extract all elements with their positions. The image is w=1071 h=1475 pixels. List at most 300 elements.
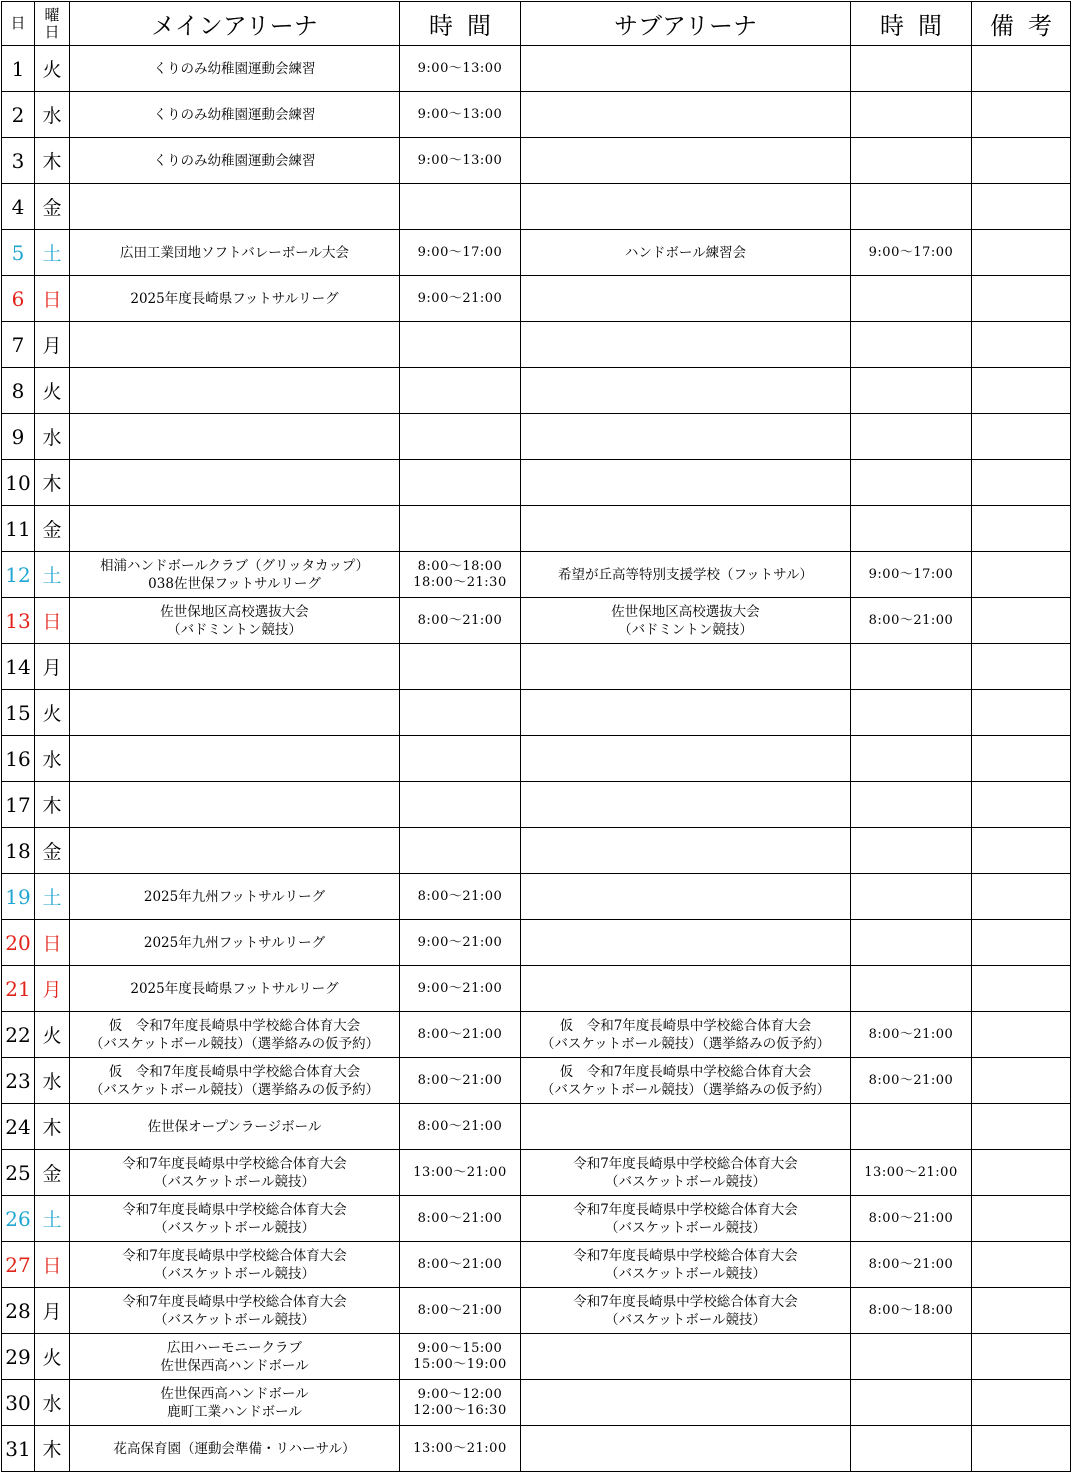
sub-arena-event (521, 276, 851, 322)
schedule-row (2, 1380, 1071, 1426)
day-number: 22 (2, 1012, 35, 1058)
main-arena-event (70, 138, 400, 184)
notes-cell (972, 782, 1071, 828)
main-arena-time (400, 598, 521, 644)
main-arena-time-line: 8:00～21:00 (417, 1072, 503, 1088)
sub-arena-time (851, 1150, 972, 1196)
main-arena-time-line: 8:00～21:00 (417, 1210, 503, 1226)
weekday: 金 (35, 184, 70, 230)
notes-cell (972, 368, 1071, 414)
main-arena-event (70, 1058, 400, 1104)
main-arena-event-line: 令和7年度長崎県中学校総合体育大会 (122, 1155, 347, 1172)
main-arena-time-line: 8:00～21:00 (417, 1256, 503, 1272)
sub-arena-time (851, 966, 972, 1012)
main-arena-event (70, 1196, 400, 1242)
day-number: 27 (2, 1242, 35, 1288)
weekday: 金 (35, 506, 70, 552)
day-number: 2 (2, 92, 35, 138)
day-number: 18 (2, 828, 35, 874)
notes-cell (972, 138, 1071, 184)
day-number: 17 (2, 782, 35, 828)
sub-arena-event (521, 1012, 851, 1058)
sub-arena-event-line: （バスケットボール競技）（選挙絡みの仮予約） (540, 1035, 831, 1052)
sub-arena-time (851, 1058, 972, 1104)
sub-arena-event (521, 782, 851, 828)
sub-arena-event (521, 690, 851, 736)
schedule-row (2, 1334, 1071, 1380)
sub-arena-time (851, 874, 972, 920)
schedule-row (2, 46, 1071, 92)
main-arena-event-line: 2025年度長崎県フットサルリーグ (130, 980, 339, 997)
header-sub-arena: サブアリーナ (521, 2, 851, 46)
header-time-sub: 時間 (851, 2, 972, 46)
schedule-row (2, 1242, 1071, 1288)
notes-cell (972, 1380, 1071, 1426)
main-arena-event (70, 1104, 400, 1150)
sub-arena-time (851, 644, 972, 690)
sub-arena-time (851, 1380, 972, 1426)
schedule-row (2, 552, 1071, 598)
sub-arena-time-line: 9:00～17:00 (868, 244, 954, 260)
notes-cell (972, 230, 1071, 276)
main-arena-event (70, 874, 400, 920)
sub-arena-event (521, 1288, 851, 1334)
weekday: 木 (35, 1426, 70, 1472)
main-arena-event (70, 46, 400, 92)
sub-arena-event-line: （バスケットボール競技） (604, 1219, 767, 1236)
sub-arena-event (521, 138, 851, 184)
main-arena-time (400, 1104, 521, 1150)
weekday: 水 (35, 414, 70, 460)
sub-arena-event (521, 368, 851, 414)
day-number: 9 (2, 414, 35, 460)
schedule-row (2, 230, 1071, 276)
notes-cell (972, 1288, 1071, 1334)
main-arena-time (400, 1426, 521, 1472)
main-arena-event (70, 736, 400, 782)
main-arena-event (70, 1242, 400, 1288)
main-arena-event-line: 令和7年度長崎県中学校総合体育大会 (122, 1247, 347, 1264)
main-arena-time-line: 9:00～13:00 (417, 152, 503, 168)
main-arena-event-line: 2025年度長崎県フットサルリーグ (130, 290, 339, 307)
weekday: 月 (35, 1288, 70, 1334)
sub-arena-event (521, 966, 851, 1012)
weekday: 金 (35, 1150, 70, 1196)
day-number: 6 (2, 276, 35, 322)
main-arena-time (400, 920, 521, 966)
schedule-body (2, 46, 1071, 1472)
main-arena-event-line: 佐世保西高ハンドボール (160, 1385, 309, 1402)
schedule-row (2, 1058, 1071, 1104)
weekday: 水 (35, 736, 70, 782)
sub-arena-time (851, 1104, 972, 1150)
weekday: 木 (35, 1104, 70, 1150)
sub-arena-time (851, 506, 972, 552)
main-arena-event (70, 644, 400, 690)
sub-arena-time (851, 414, 972, 460)
sub-arena-time (851, 690, 972, 736)
schedule-row (2, 782, 1071, 828)
main-arena-event-line: 鹿町工業ハンドボール (167, 1403, 302, 1420)
schedule-row (2, 736, 1071, 782)
sub-arena-event-line: ハンドボール練習会 (624, 244, 747, 261)
sub-arena-event (521, 828, 851, 874)
day-number: 19 (2, 874, 35, 920)
weekday: 水 (35, 92, 70, 138)
sub-arena-time (851, 184, 972, 230)
main-arena-event-line: 相浦ハンドボールクラブ（グリッタカップ） (100, 557, 369, 574)
sub-arena-event (521, 460, 851, 506)
sub-arena-event (521, 184, 851, 230)
day-number: 16 (2, 736, 35, 782)
day-number: 21 (2, 966, 35, 1012)
schedule-row (2, 644, 1071, 690)
day-number: 25 (2, 1150, 35, 1196)
sub-arena-event (521, 1242, 851, 1288)
sub-arena-time (851, 1426, 972, 1472)
sub-arena-time-line: 8:00～21:00 (868, 1072, 954, 1088)
weekday: 火 (35, 690, 70, 736)
notes-cell (972, 322, 1071, 368)
day-number: 8 (2, 368, 35, 414)
schedule-row (2, 1288, 1071, 1334)
main-arena-event-line: 広田ハーモニークラブ (167, 1339, 302, 1356)
day-number: 5 (2, 230, 35, 276)
main-arena-event-line: （バスケットボール競技）（選挙絡みの仮予約） (89, 1035, 380, 1052)
weekday: 日 (35, 276, 70, 322)
sub-arena-event (521, 92, 851, 138)
weekday: 土 (35, 874, 70, 920)
notes-cell (972, 1196, 1071, 1242)
main-arena-event (70, 276, 400, 322)
day-number: 29 (2, 1334, 35, 1380)
weekday: 土 (35, 552, 70, 598)
schedule-row (2, 1104, 1071, 1150)
weekday: 木 (35, 782, 70, 828)
main-arena-time-line: 8:00～18:00 (417, 558, 503, 574)
day-number: 13 (2, 598, 35, 644)
schedule-row (2, 1150, 1071, 1196)
main-arena-event-line: 佐世保地区高校選抜大会 (160, 603, 309, 620)
main-arena-time (400, 414, 521, 460)
main-arena-event (70, 552, 400, 598)
day-number: 4 (2, 184, 35, 230)
sub-arena-event (521, 1150, 851, 1196)
weekday: 火 (35, 1334, 70, 1380)
main-arena-time-line: 8:00～21:00 (417, 1118, 503, 1134)
notes-cell (972, 506, 1071, 552)
main-arena-event-line: 仮 令和7年度長崎県中学校総合体育大会 (108, 1063, 361, 1080)
main-arena-time (400, 1334, 521, 1380)
sub-arena-time (851, 92, 972, 138)
main-arena-event (70, 920, 400, 966)
main-arena-time-line: 9:00～21:00 (417, 934, 503, 950)
schedule-row (2, 92, 1071, 138)
notes-cell (972, 1104, 1071, 1150)
sub-arena-time (851, 138, 972, 184)
main-arena-time-line: 12:00～16:30 (413, 1402, 507, 1418)
schedule-row (2, 368, 1071, 414)
schedule-row (2, 1012, 1071, 1058)
sub-arena-time (851, 920, 972, 966)
main-arena-time-line: 13:00～21:00 (413, 1164, 507, 1180)
sub-arena-time (851, 46, 972, 92)
main-arena-time (400, 460, 521, 506)
weekday: 日 (35, 598, 70, 644)
schedule-row (2, 322, 1071, 368)
main-arena-time (400, 1380, 521, 1426)
main-arena-event-line: 花高保育園（運動会準備・リハーサル） (113, 1440, 356, 1457)
main-arena-event-line: くりのみ幼稚園運動会練習 (153, 106, 316, 123)
schedule-row (2, 1426, 1071, 1472)
sub-arena-event-line: （バスケットボール競技） (604, 1311, 767, 1328)
weekday: 火 (35, 1012, 70, 1058)
main-arena-event (70, 966, 400, 1012)
schedule-row (2, 920, 1071, 966)
sub-arena-event (521, 736, 851, 782)
notes-cell (972, 920, 1071, 966)
day-number: 3 (2, 138, 35, 184)
sub-arena-time (851, 460, 972, 506)
sub-arena-event (521, 1058, 851, 1104)
main-arena-time (400, 1058, 521, 1104)
notes-cell (972, 92, 1071, 138)
notes-cell (972, 46, 1071, 92)
day-number: 11 (2, 506, 35, 552)
schedule-row (2, 414, 1071, 460)
header-weekday-line-2: 日 (44, 22, 60, 41)
weekday: 日 (35, 920, 70, 966)
notes-cell (972, 552, 1071, 598)
notes-cell (972, 414, 1071, 460)
main-arena-time-line: 9:00～13:00 (417, 60, 503, 76)
main-arena-time (400, 1242, 521, 1288)
sub-arena-event (521, 1426, 851, 1472)
main-arena-time (400, 1196, 521, 1242)
sub-arena-time (851, 828, 972, 874)
main-arena-time-line: 15:00～19:00 (413, 1356, 507, 1372)
notes-cell (972, 1242, 1071, 1288)
main-arena-event (70, 690, 400, 736)
main-arena-time (400, 874, 521, 920)
sub-arena-time (851, 552, 972, 598)
main-arena-time-line: 9:00～12:00 (417, 1386, 503, 1402)
weekday: 金 (35, 828, 70, 874)
main-arena-event (70, 1150, 400, 1196)
main-arena-time-line: 8:00～21:00 (417, 888, 503, 904)
main-arena-time (400, 92, 521, 138)
sub-arena-event-line: 令和7年度長崎県中学校総合体育大会 (573, 1155, 798, 1172)
main-arena-time-line: 9:00～15:00 (417, 1340, 503, 1356)
sub-arena-event-line: 佐世保地区高校選抜大会 (611, 603, 760, 620)
sub-arena-time (851, 276, 972, 322)
day-number: 10 (2, 460, 35, 506)
weekday: 月 (35, 322, 70, 368)
sub-arena-time-line: 8:00～21:00 (868, 1256, 954, 1272)
sub-arena-time-line: 8:00～18:00 (868, 1302, 954, 1318)
day-number: 15 (2, 690, 35, 736)
sub-arena-time (851, 736, 972, 782)
sub-arena-time (851, 782, 972, 828)
schedule-row (2, 598, 1071, 644)
sub-arena-event-line: 令和7年度長崎県中学校総合体育大会 (573, 1201, 798, 1218)
main-arena-time (400, 276, 521, 322)
weekday: 水 (35, 1380, 70, 1426)
day-number: 26 (2, 1196, 35, 1242)
sub-arena-time (851, 230, 972, 276)
schedule-row (2, 460, 1071, 506)
sub-arena-event (521, 552, 851, 598)
weekday: 土 (35, 230, 70, 276)
main-arena-time (400, 368, 521, 414)
sub-arena-time (851, 1288, 972, 1334)
day-number: 30 (2, 1380, 35, 1426)
main-arena-event-line: （バドミントン競技） (167, 621, 302, 638)
day-number: 1 (2, 46, 35, 92)
main-arena-event-line: くりのみ幼稚園運動会練習 (153, 152, 316, 169)
schedule-row (2, 506, 1071, 552)
header-notes: 備考 (972, 2, 1071, 46)
sub-arena-event-line: 令和7年度長崎県中学校総合体育大会 (573, 1247, 798, 1264)
sub-arena-time-line: 9:00～17:00 (868, 566, 954, 582)
main-arena-time (400, 1288, 521, 1334)
weekday: 火 (35, 368, 70, 414)
notes-cell (972, 690, 1071, 736)
sub-arena-time-line: 8:00～21:00 (868, 612, 954, 628)
schedule-row (2, 1196, 1071, 1242)
sub-arena-event-line: 令和7年度長崎県中学校総合体育大会 (573, 1293, 798, 1310)
weekday: 木 (35, 460, 70, 506)
main-arena-time (400, 644, 521, 690)
main-arena-time-line: 9:00～21:00 (417, 980, 503, 996)
sub-arena-time (851, 322, 972, 368)
header-day: 日 (2, 2, 35, 46)
main-arena-event-line: 令和7年度長崎県中学校総合体育大会 (122, 1201, 347, 1218)
main-arena-time (400, 552, 521, 598)
main-arena-event-line: （バスケットボール競技）（選挙絡みの仮予約） (89, 1081, 380, 1098)
main-arena-event (70, 230, 400, 276)
main-arena-event (70, 828, 400, 874)
sub-arena-event (521, 1104, 851, 1150)
main-arena-time-line: 13:00～21:00 (413, 1440, 507, 1456)
sub-arena-time-line: 8:00～21:00 (868, 1210, 954, 1226)
main-arena-event (70, 598, 400, 644)
notes-cell (972, 276, 1071, 322)
main-arena-time (400, 966, 521, 1012)
schedule-row (2, 966, 1071, 1012)
main-arena-event (70, 322, 400, 368)
notes-cell (972, 828, 1071, 874)
main-arena-event-line: （バスケットボール競技） (153, 1173, 316, 1190)
main-arena-time-line: 9:00～21:00 (417, 290, 503, 306)
schedule-row (2, 276, 1071, 322)
main-arena-event-line: 仮 令和7年度長崎県中学校総合体育大会 (108, 1017, 361, 1034)
main-arena-event-line: 佐世保西高ハンドボール (160, 1357, 309, 1374)
notes-cell (972, 644, 1071, 690)
main-arena-event (70, 782, 400, 828)
main-arena-event (70, 92, 400, 138)
sub-arena-time (851, 598, 972, 644)
main-arena-time (400, 1012, 521, 1058)
weekday: 土 (35, 1196, 70, 1242)
sub-arena-time (851, 1334, 972, 1380)
main-arena-time-line: 8:00～21:00 (417, 1302, 503, 1318)
main-arena-event (70, 1012, 400, 1058)
header-row (2, 2, 1071, 46)
sub-arena-event (521, 46, 851, 92)
main-arena-event-line: くりのみ幼稚園運動会練習 (153, 60, 316, 77)
main-arena-time (400, 46, 521, 92)
sub-arena-event-line: （バスケットボール競技）（選挙絡みの仮予約） (540, 1081, 831, 1098)
sub-arena-event-line: （バドミントン競技） (618, 621, 753, 638)
notes-cell (972, 184, 1071, 230)
day-number: 28 (2, 1288, 35, 1334)
schedule-row (2, 184, 1071, 230)
schedule-table (1, 1, 1071, 1472)
sub-arena-event (521, 506, 851, 552)
weekday: 火 (35, 46, 70, 92)
main-arena-event-line: 2025年九州フットサルリーグ (143, 934, 326, 951)
header-weekday (35, 2, 70, 46)
sub-arena-event-line: （バスケットボール競技） (604, 1265, 767, 1282)
weekday: 日 (35, 1242, 70, 1288)
main-arena-event-line: 佐世保オープンラージボール (147, 1118, 322, 1135)
main-arena-time (400, 184, 521, 230)
main-arena-event (70, 368, 400, 414)
main-arena-time (400, 506, 521, 552)
main-arena-time-line: 18:00～21:30 (413, 574, 507, 590)
header-weekday-line-1: 曜 (44, 5, 60, 24)
schedule-row (2, 874, 1071, 920)
main-arena-time (400, 322, 521, 368)
sub-arena-event (521, 644, 851, 690)
sub-arena-event (521, 598, 851, 644)
schedule-row (2, 690, 1071, 736)
main-arena-event (70, 460, 400, 506)
sub-arena-event (521, 322, 851, 368)
schedule-row (2, 828, 1071, 874)
main-arena-event (70, 184, 400, 230)
notes-cell (972, 460, 1071, 506)
day-number: 14 (2, 644, 35, 690)
weekday: 木 (35, 138, 70, 184)
notes-cell (972, 736, 1071, 782)
main-arena-time (400, 1150, 521, 1196)
main-arena-time (400, 736, 521, 782)
notes-cell (972, 1150, 1071, 1196)
main-arena-event-line: （バスケットボール競技） (153, 1219, 316, 1236)
day-number: 24 (2, 1104, 35, 1150)
weekday: 水 (35, 1058, 70, 1104)
schedule-row (2, 138, 1071, 184)
sub-arena-event-line: 仮 令和7年度長崎県中学校総合体育大会 (559, 1017, 812, 1034)
sub-arena-event-line: 希望が丘高等特別支援学校（フットサル） (558, 566, 813, 583)
notes-cell (972, 874, 1071, 920)
main-arena-event-line: 広田工業団地ソフトバレーボール大会 (120, 244, 349, 261)
header-time-main: 時間 (400, 2, 521, 46)
main-arena-time (400, 138, 521, 184)
day-number: 12 (2, 552, 35, 598)
sub-arena-event (521, 230, 851, 276)
sub-arena-event (521, 414, 851, 460)
sub-arena-time (851, 368, 972, 414)
day-number: 20 (2, 920, 35, 966)
main-arena-event (70, 506, 400, 552)
main-arena-event (70, 414, 400, 460)
sub-arena-event (521, 1334, 851, 1380)
notes-cell (972, 1012, 1071, 1058)
weekday: 月 (35, 966, 70, 1012)
